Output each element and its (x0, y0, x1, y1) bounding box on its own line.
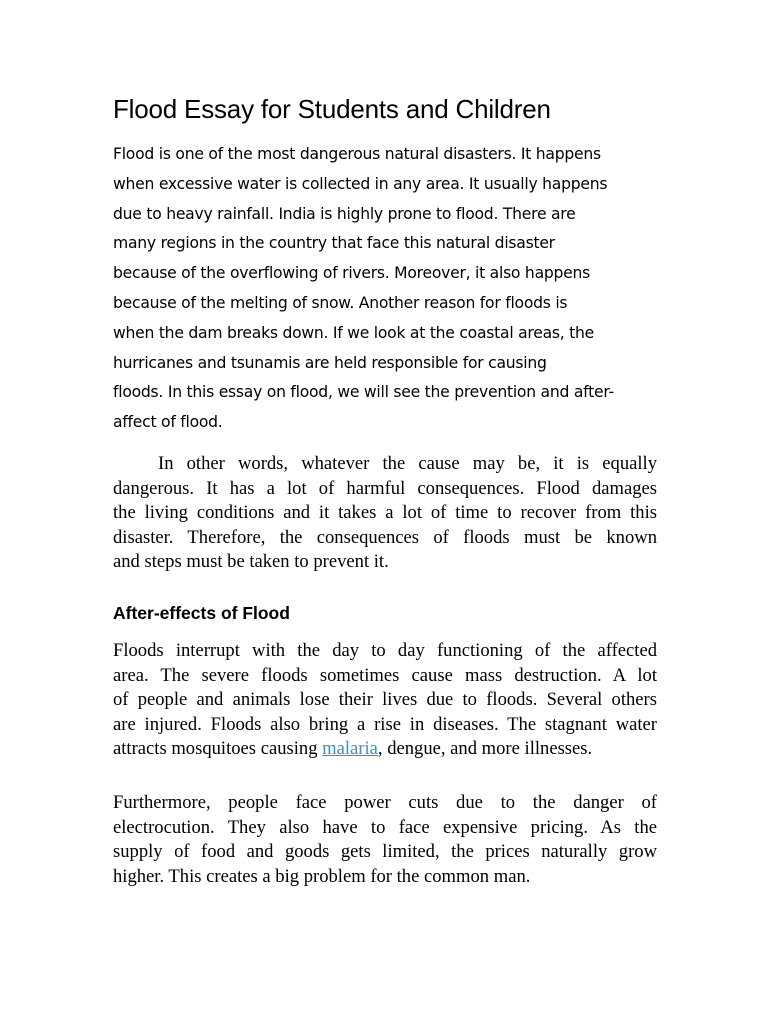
text-line: Flood is one of the most dangerous natural disasters. It happens (113, 145, 601, 163)
text-line: the living conditions and it takes a lot of time to recover from this (113, 502, 657, 524)
text-line: many regions in the country that face this natural disaster (113, 234, 555, 253)
power-cuts-paragraph (113, 791, 657, 889)
section-heading: After-effects of Flood (113, 603, 290, 623)
text-line: dangerous. It has a lot of harmful consequences. Flood damages (113, 477, 657, 499)
text-line: Furthermore, people face power cuts due to the danger of (113, 792, 657, 813)
text-segment: , dengue, and more illnesses. (377, 738, 593, 760)
text-line: hurricanes and tsunamis are held responsible for causing (113, 353, 547, 372)
text-line: are injured. Floods also bring a rise in diseases. The stagnant water (113, 713, 657, 735)
consequences-paragraph (113, 452, 657, 575)
after-effects-paragraph (113, 639, 657, 762)
text-line: disaster. Therefore, the consequences of floods must be known (113, 526, 657, 548)
text-line: supply of food and goods gets limited, the prices naturally grow (113, 841, 657, 863)
text-line: because of the overflowing of rivers. Moreover, it also happens (113, 264, 591, 283)
intro-paragraph (113, 140, 657, 438)
text-line: when excessive water is collected in any area. It usually happens (113, 174, 608, 193)
text-line: In other words, whatever the cause may be, it is equally (158, 453, 657, 474)
page-title: Flood Essay for Students and Children (113, 94, 551, 124)
text-line: because of the melting of snow. Another reason for floods is (113, 293, 568, 312)
text-line: Floods interrupt with the day to day functioning of the affected (113, 640, 657, 661)
text-line: higher. This creates a big problem for the common man. (113, 865, 531, 887)
text-segment: attracts mosquitoes causing (113, 738, 323, 760)
text-line: electrocution. They also have to face expensive pricing. As the (113, 816, 657, 838)
text-line: floods. In this essay on flood, we will see the prevention and after- (113, 383, 614, 402)
text-line: of people and animals lose their lives due to floods. Several others (113, 689, 657, 711)
malaria-link[interactable]: malaria (322, 738, 378, 760)
text-line: and steps must be taken to prevent it. (113, 551, 389, 573)
text-line: when the dam breaks down. If we look at the coastal areas, the (113, 323, 595, 342)
text-line (113, 737, 657, 762)
text-line: area. The severe floods sometimes cause mass destruction. A lot (113, 664, 657, 686)
text-line: affect of flood. (113, 413, 223, 432)
text-line: due to heavy rainfall. India is highly prone to flood. There are (113, 204, 576, 223)
